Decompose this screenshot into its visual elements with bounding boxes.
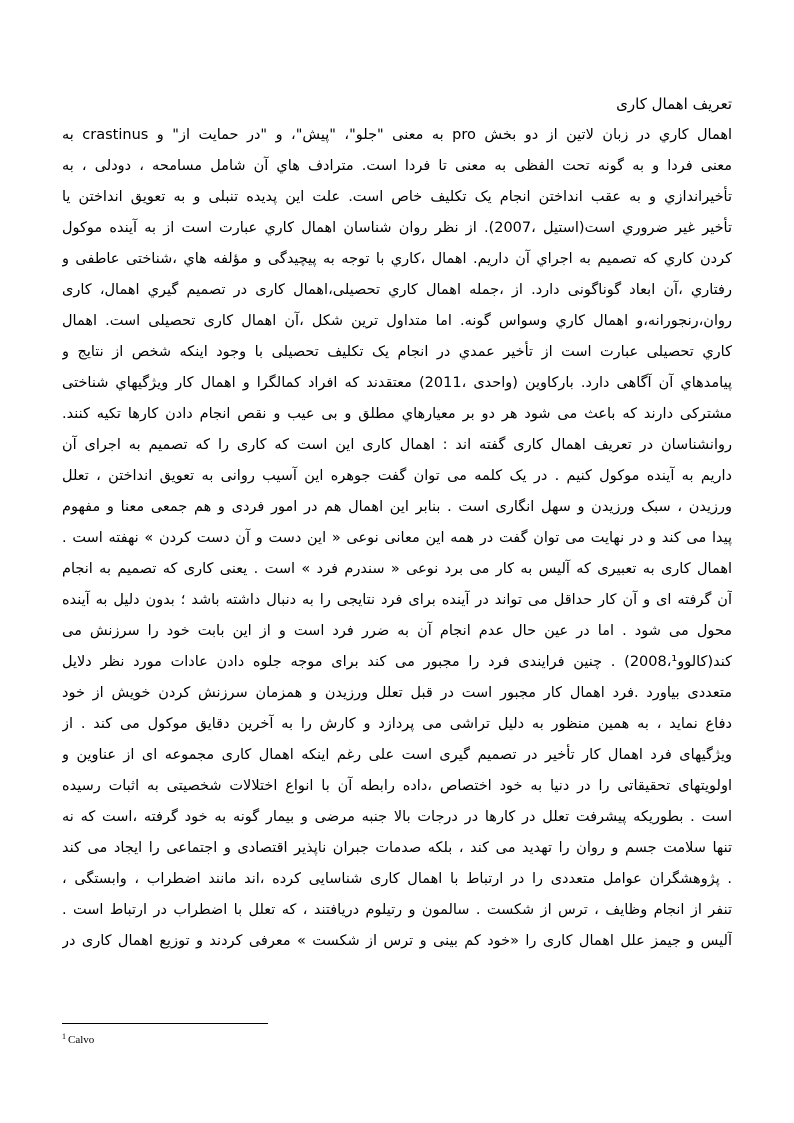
footnote-separator: [62, 1023, 268, 1024]
text-line: تأخیر غیر ضروري است(استیل ،2007). از نظر روان شناسان اهمال كاري عبارت است از به آینده موكول: [62, 220, 732, 236]
text-line: پيامدهاي آن آگاهی دارد. باركاوين (واحدی ،2011) معتقدند که افراد کمالگرا و اهمال کار ويژگيهاي شناختی: [62, 375, 732, 391]
text-line: ویژگیهای فرد اهمال کار تأخیر در تصمیم گیری است علی رغم اینکه اهمال کاری مجموعه ای از عناوین و: [62, 747, 732, 763]
text-line: معنی فردا و به گونه تحت الفظی به معنی تا فردا است. مترادف هاي آن شامل مسامحه ، دودلی ، به: [62, 158, 732, 174]
paragraph: [62, 120, 732, 957]
text-line: روانشناسان در تعریف اهمال کاری گفته اند : اهمال کاری این است که کاری را که تصمیم به اجرای آن: [62, 437, 732, 453]
text-line: كاري تحصيلی عبارت است از تأخیر عمدي در انجام یک تکلیف تحصیلی با وجود اینکه شخص از نتایج و: [62, 344, 732, 360]
text-line: دفاع نماید ، به همین منظور به دلیل تراشی می پردازد و کارش را به آخرین دقایق موکول می کند . از: [62, 716, 732, 732]
footnote-text: Calvo: [68, 1034, 95, 1046]
text-line: تنها سلامت جسم و روان را تهدید می کند ، بلکه صدمات جبران ناپذیر اقتصادی و اجتماعی را ایجاد می کند: [62, 840, 732, 856]
text-line: داریم به آینده موکول کنیم . در یک کلمه می توان گفت جوهره این آسیب روانی به تعویق انداختن ، تعلل: [62, 468, 732, 484]
text-line: اولویتهای تحقیقاتی را در دنیا به خود اختصاص ،داده رابطه آن با انواع اختلالات شخصیتی به اثبات رسیده: [62, 778, 732, 794]
text-line: محول می شود . اما در عین حال عدم انجام آن به ضرر فرد است و از این بابت خود را سرزنش می: [62, 623, 732, 639]
document-body: [62, 90, 732, 957]
text-line: . پژوهشگران عوامل متعددی را در ارتباط با اهمال کاری شناسایی کرده ،اند مانند اضطراب ، وابستگی ،: [62, 871, 732, 887]
text-line: مشترکی دارند كه باعث می شود هر دو بر معيارهاي مطلق و بی عیب و نقص انجام دادن كارها تکیه کنند.: [62, 406, 732, 422]
text-line: ورزیدن ، سبک ورزیدن و سهل انگاری است . بنابر این اهمال هم در امور فردی و هم جمعی معنا و مفهوم: [62, 499, 732, 515]
text-line: اهمال کاری به تعبیری که آلیس به کار می برد نوعی « سندرم فرد » است . یعنی کاری که تصمیم به انجام: [62, 561, 732, 577]
text-line: تأخیراندازي و به عقب انداختن انجام یک تکلیف خاص است. علت این پدیده تنبلی و به تعویق انداختن یا: [62, 189, 732, 205]
text-line: متعددی بیاورد .فرد اهمال کار مجبور است در قبل تعلل ورزیدن و همزمان سرزنش کردن خویش از خود: [62, 685, 732, 701]
text-line: كردن كاري كه تصميم به اجراي آن داريم. اهمال ،كاري با توجه به پیچیدگی و مؤلفه هاي ،شناختی عاطفی و: [62, 251, 732, 267]
text-line: آلیس و جیمز علل اهمال کاری را «خود کم بینی و ترس از شکست » معرفی کردند و توزیع اهمال کاری در: [62, 933, 732, 949]
text-line: رفتاري ،آن ابعاد گوناگونی دارد. از ،جمله اهمال كاري تحصیلی،اهمال کاری در تصمیم گیري اهمال، کاری: [62, 282, 732, 298]
text-line: اهمال كاري در زبان لاتين از دو بخش pro به معنی "جلو"، "پيش"، و "در حمایت از" و crastinus به: [62, 127, 732, 143]
text-line: روان،رنجورانه،و اهمال كاري وسواس گونه. اما متداول ترین شكل ،آن اهمال کاری تحصیلی است. اهمال: [62, 313, 732, 329]
text-line: آن گرفته ای و آن کار حداقل می تواند در آینده برای فرد نتایجی را به دنبال داشته باشد ؛ بدون دلیل به آینده: [62, 592, 732, 608]
footnote: [62, 1032, 94, 1046]
text-line: تنفر از انجام وظایف ، ترس از شکست . سالمون و رتیلوم دریافتند ، که تعلل با اضطراب در ارتباط است .: [62, 902, 732, 918]
section-heading: تعریف اهمال کاری: [616, 95, 732, 113]
footnote-number: 1: [62, 1032, 66, 1041]
text-line: کند(کالوو2008،¹) . چنین فرایندی فرد را مجبور می کند برای موجه جلوه دادن عادات مورد نظر دلایل: [62, 654, 732, 670]
text-line: است . بطوریکه پیشرفت تعلل در کارها در درجات بالا جنبه مرضی و بیمار گونه به خود گرفته ،است که نه: [62, 809, 732, 825]
text-line: پیدا می کند و در نهایت می توان گفت در همه این معانی نوعی « این دست و آن دست کردن » نهفته است .: [62, 530, 732, 546]
